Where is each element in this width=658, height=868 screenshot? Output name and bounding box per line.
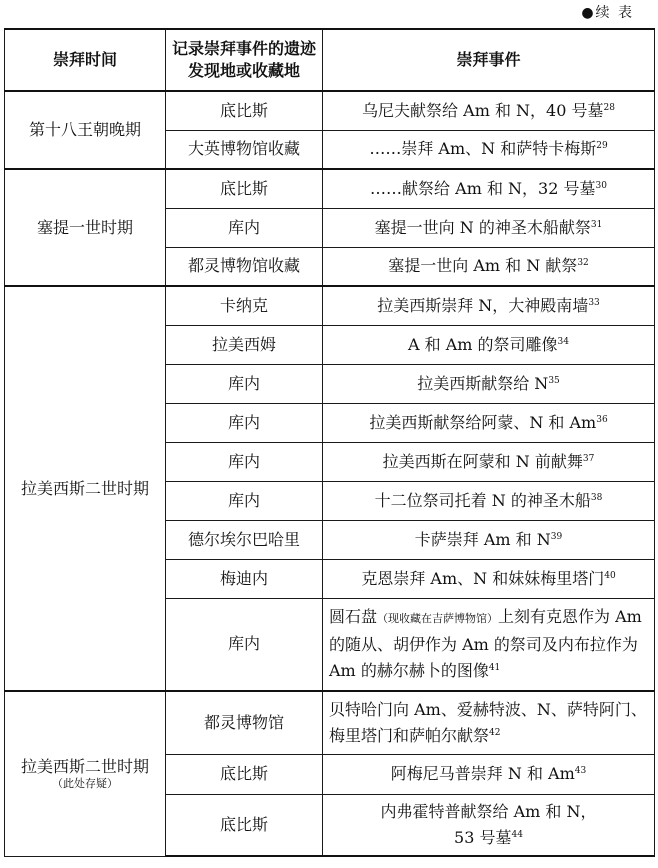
event-cell: 拉美西斯献祭给阿蒙、N 和 Am$^{36}$	[323, 403, 655, 442]
location-cell: 底比斯	[166, 91, 323, 130]
period-cell: 拉美西斯二世时期	[5, 286, 166, 691]
footnote-ref: 33	[588, 297, 600, 308]
event-cell: 拉美西斯献祭给 $N^{35}$	[323, 364, 655, 403]
event-cell: 卡萨崇拜 Am 和 $N^{39}$	[323, 520, 655, 559]
event-cell: 阿梅尼马普崇拜 N 和 Am$^{43}$	[323, 754, 655, 794]
event-cell: ……崇拜 Am、N 和萨特卡梅斯$^{29}$	[323, 130, 655, 169]
footnote-ref: 28	[603, 102, 615, 113]
event-cell: 克恩崇拜 Am、N 和妹妹梅里塔门$^{40}$	[323, 559, 655, 598]
footnote-ref: 34	[557, 336, 569, 347]
location-cell: 大英博物馆收藏	[166, 130, 323, 169]
location-cell: 库内	[166, 403, 323, 442]
period-cell: 拉美西斯二世时期 （此处存疑）	[5, 691, 166, 856]
event-cell: 乌尼夫献祭给 Am 和 N，40 号墓$^{28}$	[323, 91, 655, 130]
event-cell: 塞提一世向 Am 和 N 献祭$^{32}$	[323, 247, 655, 286]
footnote-ref: 44	[511, 829, 523, 840]
event-cell: 贝特哈门向 Am、爱赫特波、N、萨特阿门、梅里塔门和萨帕尔献祭$^{42}$	[323, 691, 655, 754]
location-cell: 库内	[166, 481, 323, 520]
location-cell: 底比斯	[166, 169, 323, 208]
event-cell: 内弗霍特普献祭给 Am 和 N， 53 号墓$^{44}$	[323, 794, 655, 856]
location-cell: 拉美西姆	[166, 325, 323, 364]
event-aside: （现收藏在吉萨博物馆）	[377, 612, 499, 626]
event-cell: 塞提一世向 N 的神圣木船献祭$^{31}$	[323, 208, 655, 247]
footnote-ref: 29	[596, 141, 608, 152]
table-row	[5, 286, 655, 325]
location-cell: 库内	[166, 208, 323, 247]
location-cell: 卡纳克	[166, 286, 323, 325]
location-cell: 库内	[166, 364, 323, 403]
header-event: 崇拜事件	[323, 29, 655, 91]
table-row	[5, 169, 655, 208]
footnote-ref: 39	[550, 531, 563, 542]
header-location: 记录崇拜事件的遗迹发现地或收藏地	[166, 29, 323, 91]
location-cell: 底比斯	[166, 794, 323, 856]
footnote-ref: 42	[489, 727, 501, 738]
footnote-ref: 36	[596, 414, 608, 425]
event-cell: 拉美西斯崇拜 N，大神殿南墙$^{33}$	[323, 286, 655, 325]
continued-label: ●续 表	[581, 5, 634, 21]
location-cell: 都灵博物馆	[166, 691, 323, 754]
event-cell: ……献祭给 Am 和 N，32 号墓$^{30}$	[323, 169, 655, 208]
footnote-ref: 30	[595, 180, 607, 191]
footnote-ref: 43	[574, 766, 587, 776]
period-cell: 塞提一世时期	[5, 169, 166, 286]
period-note: （此处存疑）	[52, 776, 118, 790]
event-cell: 拉美西斯在阿蒙和 N 前献舞$^{37}$	[323, 442, 655, 481]
location-cell: 库内	[166, 598, 323, 691]
event-cell: 圆石盘（现收藏在吉萨博物馆）上刻有克恩作为 Am 的随从、胡伊作为 Am 的祭司及内布拉作为 Am 的赫尔赫卜的图像$^{41}$	[323, 598, 655, 691]
footnote-ref: 32	[577, 258, 589, 269]
location-cell: 德尔埃尔巴哈里	[166, 520, 323, 559]
location-cell: 库内	[166, 442, 323, 481]
header-period: 崇拜时间	[5, 29, 166, 91]
location-cell: 都灵博物馆收藏	[166, 247, 323, 286]
table-row	[5, 91, 655, 130]
event-cell: 十二位祭司托着 N 的神圣木船$^{38}$	[323, 481, 655, 520]
footnote-ref: 35	[548, 375, 560, 386]
footnote-ref: 40	[604, 570, 616, 581]
worship-events-table	[4, 28, 655, 857]
table-row	[5, 691, 655, 754]
location-cell: 底比斯	[166, 754, 323, 794]
footnote-ref: 31	[590, 219, 603, 230]
footnote-ref: 38	[590, 492, 603, 503]
location-cell: 梅迪内	[166, 559, 323, 598]
footnote-ref: 41	[488, 663, 501, 674]
period-cell: 第十八王朝晚期	[5, 91, 166, 169]
footnote-ref: 37	[582, 453, 595, 464]
event-cell: A 和 Am 的祭司雕像$^{34}$	[323, 325, 655, 364]
